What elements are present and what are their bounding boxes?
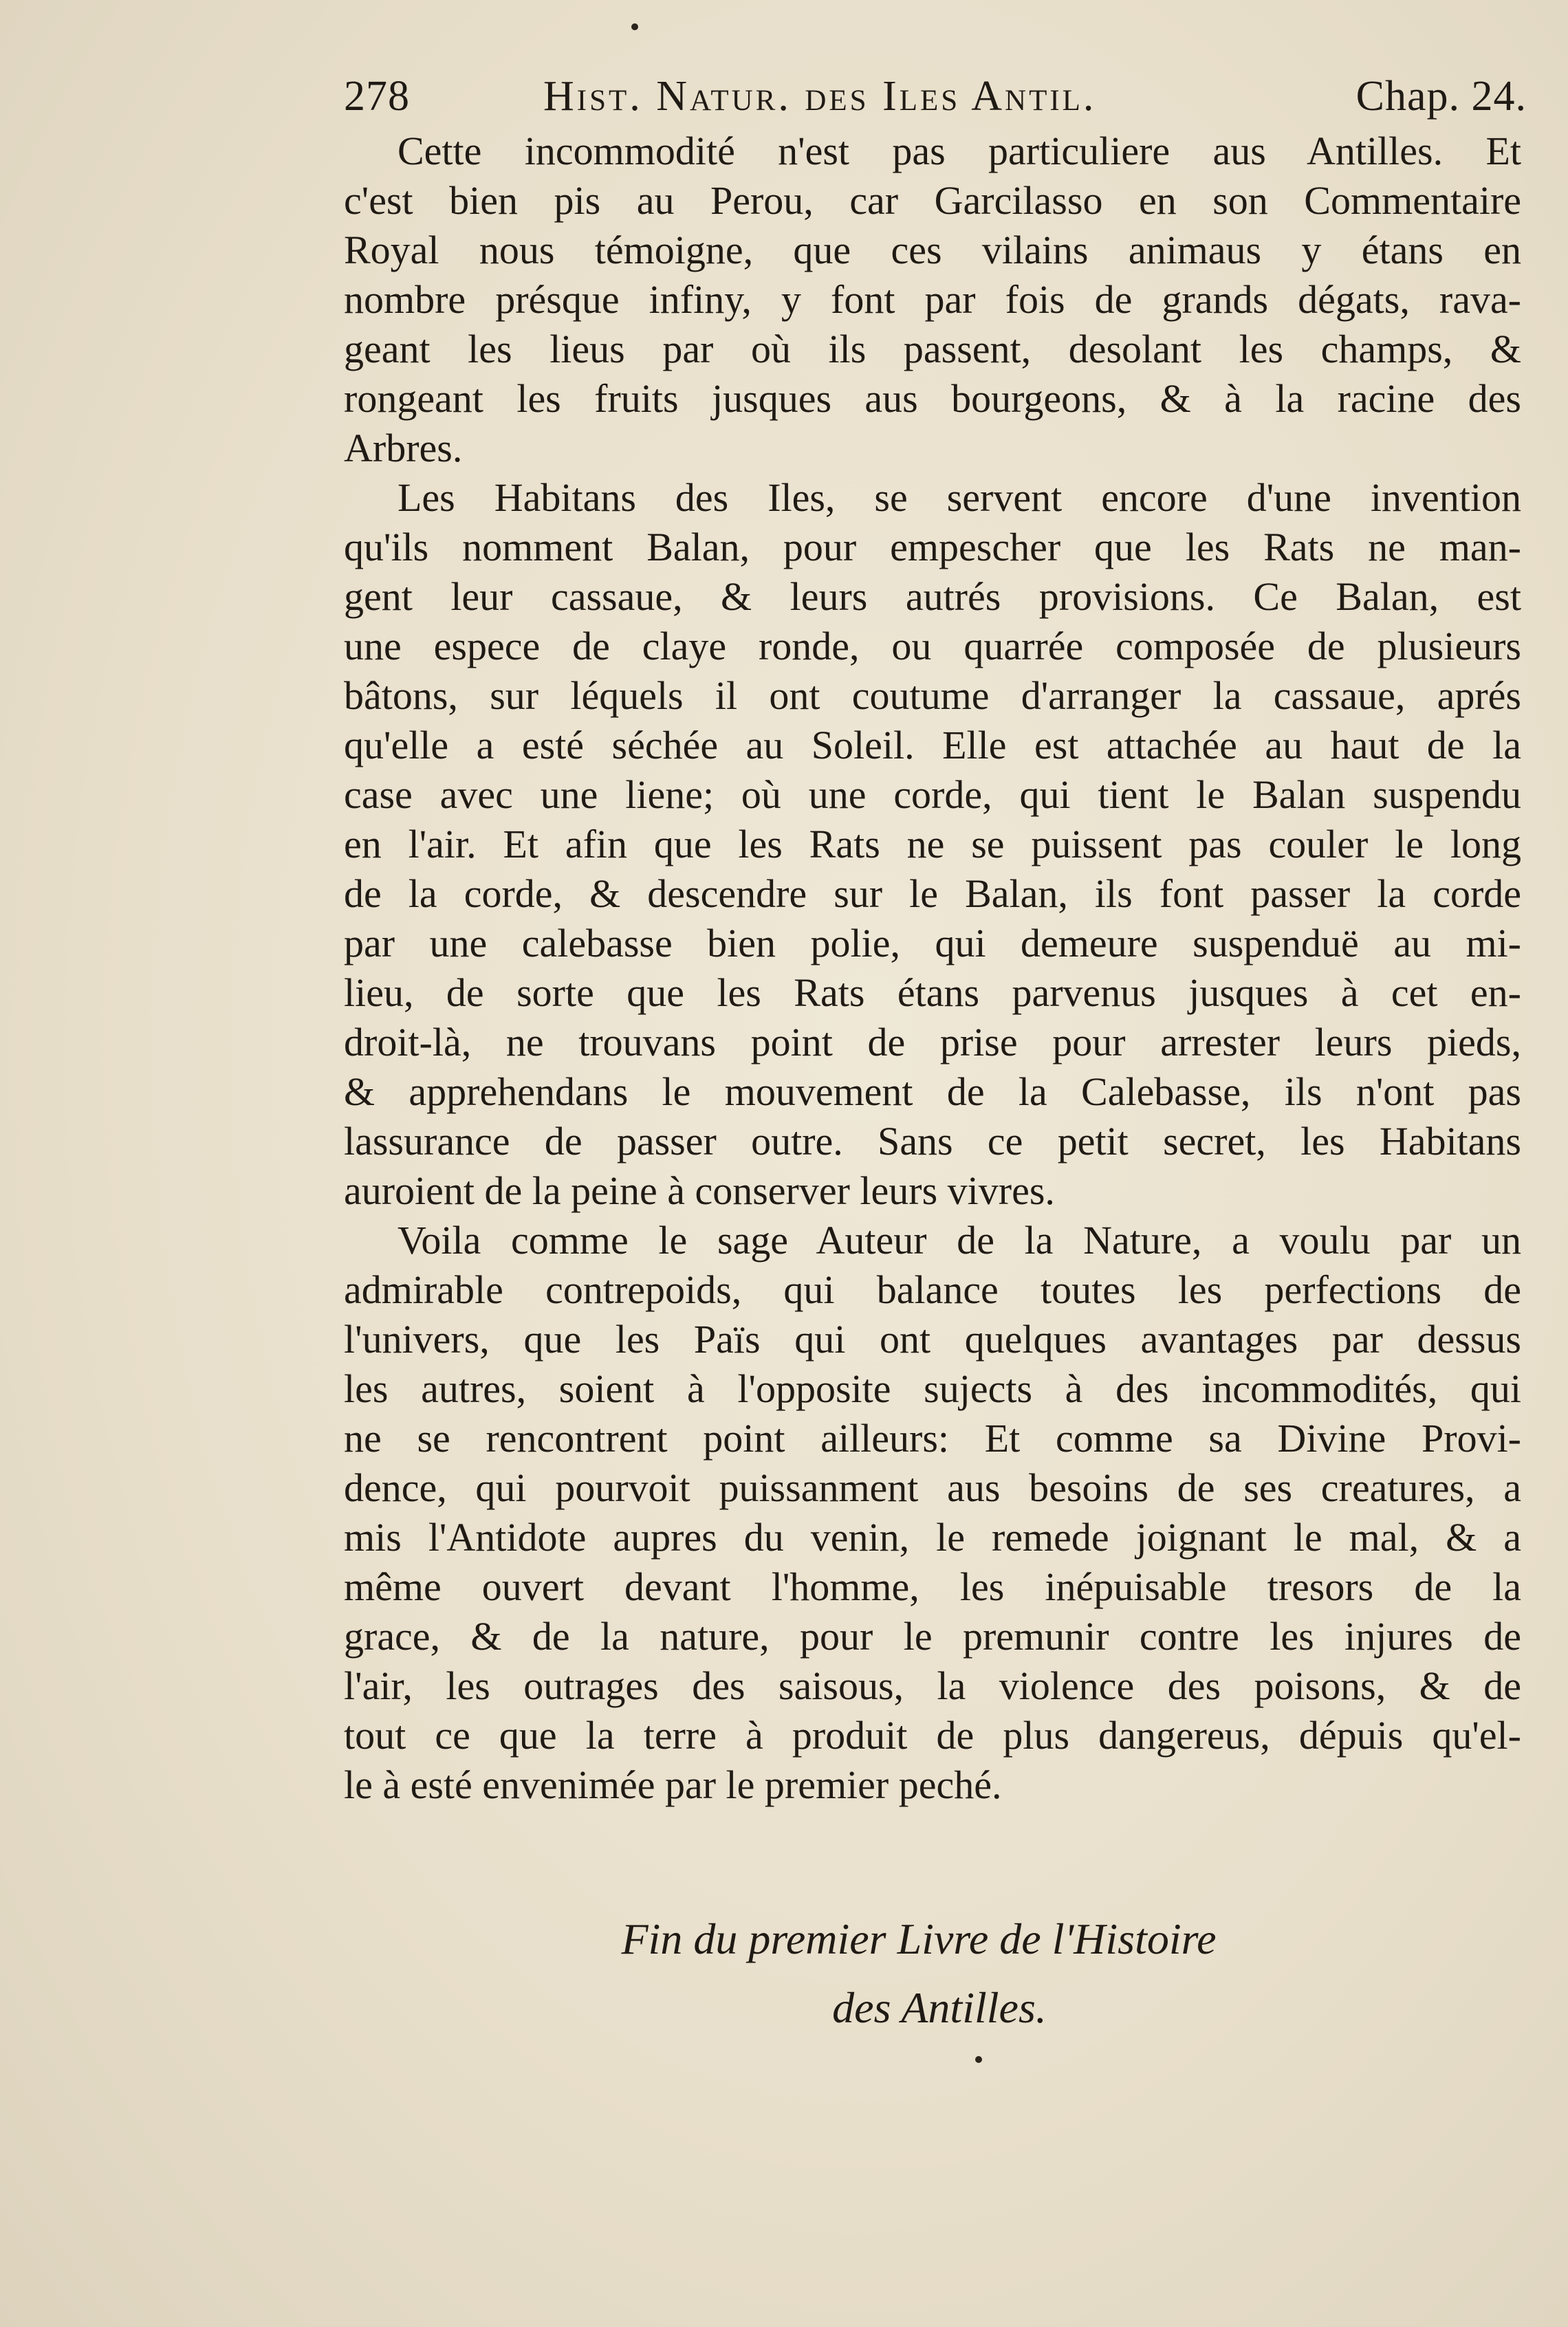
text-line: & apprehendans le mouvement de la Calebasse, ils n'ont pas [344,1069,1521,1114]
text-line: Voila comme le sage Auteur de la Nature, a voulu par un [398,1218,1521,1263]
text-line: mis l'Antidote aupres du venin, le remede joignant le mal, & a [344,1515,1521,1560]
text-line: gent leur cassaue, & leurs autrés provisions. Ce Balan, est [344,574,1521,619]
text-line: ne se rencontrent point ailleurs: Et comme sa Divine Provi- [344,1416,1521,1461]
text-line: bâtons, sur léquels il ont coutume d'arranger la cassaue, aprés [344,673,1521,718]
text-line: tout ce que la terre à produit de plus dangereus, dépuis qu'el- [344,1713,1521,1758]
text-line: Cette incommodité n'est pas particuliere aus Antilles. Et [398,129,1521,173]
text-line: rongeant les fruits jusques aus bourgeons, & à la racine des [344,376,1521,421]
ornament-dot [975,2056,982,2063]
text-line: par une calebasse bien polie, qui demeure suspenduë au mi- [344,921,1521,965]
text-line: lieu, de sorte que les Rats étans parvenus jusques à cet en- [344,970,1521,1015]
text-line: une espece de claye ronde, ou quarrée composée de plusieurs [344,624,1521,668]
book-colophon [344,1905,1521,2042]
text-line: nombre présque infiny, y font par fois de grands dégats, rava- [344,277,1521,322]
text-line: en l'air. Et afin que les Rats ne se puissent pas couler le long [344,822,1521,866]
text-line: Arbres. [344,426,463,470]
text-line: lassurance de passer outre. Sans ce petit secret, les Habitans [344,1119,1521,1164]
text-line: l'air, les outrages des saisous, la violence des poisons, & de [344,1663,1521,1708]
running-title: Hist. Natur. des Iles Antil. [543,73,1097,120]
text-line: le à esté envenimée par le premier peché. [344,1762,1002,1807]
running-header [344,69,1527,124]
text-line: l'univers, que les Païs qui ont quelques avantages par dessus [344,1317,1521,1362]
text-line: dence, qui pourvoit puissanment aus besoins de ses creatures, a [344,1465,1521,1510]
text-line: auroient de la peine à conserver leurs vivres. [344,1168,1055,1213]
text-line: grace, & de la nature, pour le premunir contre les injures de [344,1614,1521,1659]
text-line: les autres, soient à l'opposite sujects à des incommodités, qui [344,1366,1521,1411]
text-line: Les Habitans des Iles, se servent encore d'une invention [398,475,1521,520]
text-line: qu'elle a esté séchée au Soleil. Elle est attachée au haut de la [344,723,1521,767]
text-line: c'est bien pis au Perou, car Garcilasso en son Commentaire [344,178,1521,223]
text-line: droit-là, ne trouvans point de prise pour arrester leurs pieds, [344,1020,1521,1064]
text-line: Royal nous témoigne, que ces vilains animaus y étans en [344,228,1521,272]
chapter-label: Chap. 24. [1355,73,1527,120]
page-number: 278 [344,73,410,120]
colophon-line: Fin du premier Livre de l'Histoire [621,1914,1217,1963]
ornament-dot [631,23,638,30]
text-line: qu'ils nomment Balan, pour empescher que les Rats ne man- [344,525,1521,569]
text-line: geant les lieus par où ils passent, desolant les champs, & [344,327,1521,371]
colophon-line: des Antilles. [832,1983,1047,2032]
text-line: admirable contrepoids, qui balance toutes les perfections de [344,1267,1521,1312]
text-line: même ouvert devant l'homme, les inépuisable tresors de la [344,1564,1521,1609]
text-line: case avec une liene; où une corde, qui tient le Balan suspendu [344,772,1521,817]
body-text [344,127,1521,1810]
text-line: de la corde, & descendre sur le Balan, ils font passer la corde [344,871,1521,916]
